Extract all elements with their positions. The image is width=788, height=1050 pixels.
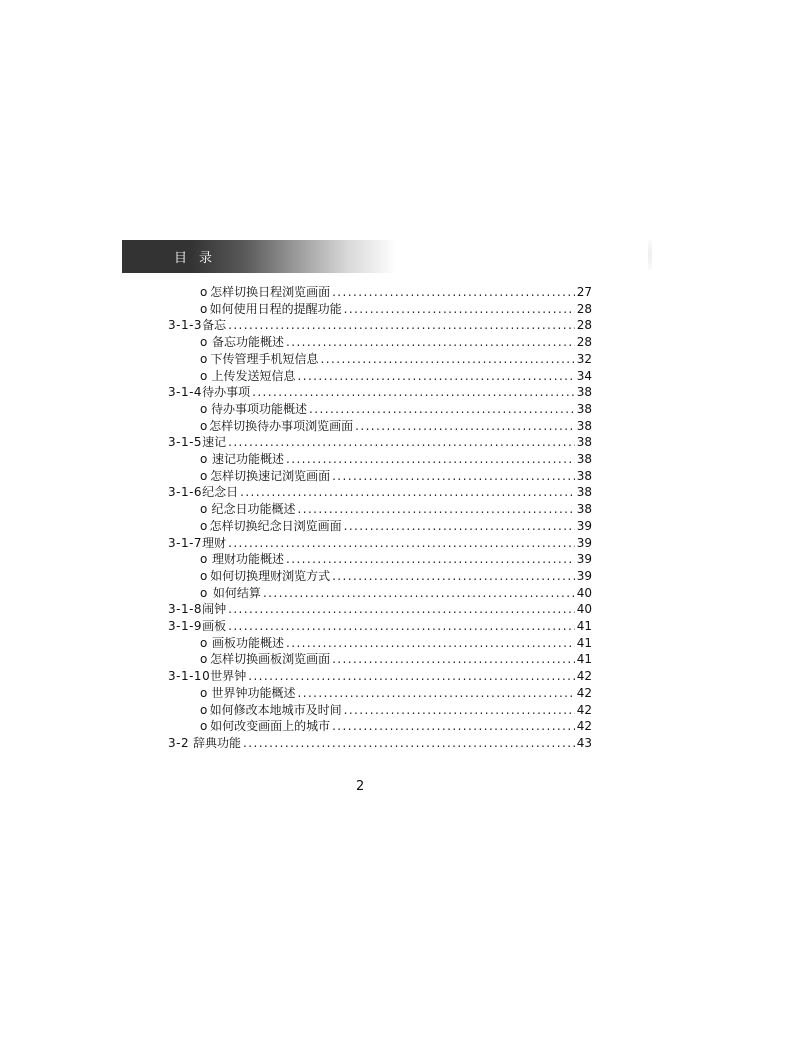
- toc-page-number: 42: [576, 669, 592, 684]
- toc-entry-label: 纪念日: [202, 485, 239, 500]
- toc-dot-leader: [228, 535, 575, 551]
- toc-entry-label: 如何使用日程的提醒功能: [209, 301, 342, 316]
- toc-dot-leader: [332, 468, 575, 484]
- toc-entry-label: 下传管理手机短信息: [210, 351, 319, 366]
- toc-page-number: 42: [576, 685, 592, 700]
- toc-entry-label: 怎样切换日程浏览画面: [210, 285, 331, 299]
- toc-subentry[interactable]: [200, 451, 592, 467]
- toc-dot-leader: [309, 401, 575, 417]
- toc-entry-label: 怎样切换速记浏览画面: [210, 468, 331, 483]
- toc-bullet: o: [200, 335, 208, 350]
- toc-section-entry[interactable]: [168, 668, 592, 684]
- toc-subentry[interactable]: [200, 334, 592, 350]
- toc-entry-label: 理财: [202, 535, 227, 550]
- toc-dot-leader: [228, 434, 575, 450]
- toc-page-number: 32: [576, 351, 592, 366]
- toc-entry-label: 画板功能概述: [211, 635, 284, 650]
- toc-entry-label: 备忘: [202, 318, 227, 333]
- toc-dot-leader: [228, 601, 575, 617]
- toc-bullet: o: [200, 652, 208, 667]
- toc-entry-label: 世界钟功能概述: [211, 685, 296, 700]
- toc-subentry[interactable]: [200, 551, 592, 567]
- toc-bullet: o: [200, 518, 208, 533]
- toc-entry-label: 怎样切换画板浏览画面: [210, 652, 331, 667]
- toc-dot-leader: [355, 418, 575, 434]
- toc-entry-label: 闹钟: [202, 602, 227, 617]
- toc-subentry[interactable]: [200, 635, 592, 651]
- toc-page-number: 40: [576, 585, 592, 600]
- toc-dot-leader: [248, 668, 575, 684]
- toc-section-number: 3-1-10: [168, 669, 211, 684]
- edge-mark: [648, 240, 652, 270]
- toc-dot-leader: [286, 551, 575, 567]
- toc-bullet: o: [200, 418, 208, 433]
- toc-page-number: 28: [576, 318, 592, 333]
- toc-section-number: 3-1-7: [168, 535, 203, 550]
- toc-page-number: 41: [576, 635, 592, 650]
- toc-page-number: 38: [576, 435, 592, 450]
- page-number: 2: [356, 779, 365, 794]
- toc-bullet: o: [200, 452, 208, 466]
- toc-section-number: 3-1-6: [168, 485, 203, 500]
- toc-dot-leader: [240, 484, 575, 500]
- toc-entry-label: 怎样切换纪念日浏览画面: [209, 518, 342, 533]
- toc-subentry[interactable]: [200, 501, 592, 517]
- toc-entry-label: 待办事项: [202, 385, 251, 400]
- toc-subentry[interactable]: [200, 351, 592, 367]
- toc-entry-label: 如何结算: [212, 585, 261, 600]
- toc-subentry[interactable]: [200, 284, 592, 300]
- toc-dot-leader: [228, 317, 575, 333]
- toc-entry-label: 如何改变画面上的城市: [210, 719, 331, 734]
- toc-dot-leader: [332, 651, 575, 667]
- toc-page-number: 38: [576, 502, 592, 517]
- toc-page-number: 28: [576, 335, 592, 350]
- toc-bullet: o: [200, 368, 208, 383]
- toc-subentry[interactable]: [200, 418, 592, 434]
- toc-entry-label: 纪念日功能概述: [211, 502, 296, 517]
- toc-entry-label: 上传发送短信息: [211, 368, 296, 383]
- toc-bullet: o: [200, 301, 208, 316]
- toc-subentry[interactable]: [200, 702, 592, 718]
- toc-bullet: o: [200, 719, 208, 734]
- toc-subentry[interactable]: [200, 368, 592, 384]
- toc-page-number: 38: [576, 468, 592, 483]
- toc-entry-label: 世界钟: [210, 669, 247, 684]
- toc-subentry[interactable]: [200, 585, 592, 601]
- toc-page-number: 38: [576, 452, 592, 466]
- toc-section-number: 3-1-9: [168, 619, 203, 633]
- toc-dot-leader: [263, 585, 575, 601]
- toc-page-number: 38: [576, 418, 592, 433]
- toc-entry-label: 速记功能概述: [211, 452, 284, 466]
- toc-header-title: 目录: [174, 251, 225, 266]
- toc-bullet: o: [200, 585, 208, 600]
- toc-dot-leader: [332, 284, 575, 300]
- toc-entry-label: 速记: [202, 435, 227, 450]
- toc-entry-label: 理财功能概述: [211, 552, 284, 567]
- toc-dot-leader: [252, 384, 575, 400]
- toc-dot-leader: [298, 685, 575, 701]
- toc-page-number: 41: [576, 652, 592, 667]
- toc-dot-leader: [344, 301, 575, 317]
- toc-section-entry[interactable]: [168, 484, 592, 500]
- toc-page-number: 38: [576, 385, 592, 400]
- toc-subentry[interactable]: [200, 568, 592, 584]
- toc-section-entry[interactable]: [168, 317, 592, 333]
- toc-subentry[interactable]: [200, 685, 592, 701]
- toc-dot-leader: [228, 618, 575, 634]
- toc-bullet: o: [200, 685, 208, 700]
- toc-section-entry[interactable]: [168, 535, 592, 551]
- toc-section-number: 3-1-3: [168, 318, 203, 333]
- toc-page-number: 38: [576, 401, 592, 416]
- toc-subentry[interactable]: [200, 651, 592, 667]
- toc-section-number: 3-2: [168, 735, 190, 750]
- toc-bullet: o: [200, 468, 208, 483]
- toc-entry-label: 如何切换理财浏览方式: [210, 568, 331, 583]
- toc-entry-label: 备忘功能概述: [211, 335, 284, 350]
- toc-bullet: o: [200, 635, 208, 650]
- toc-subentry[interactable]: [200, 401, 592, 417]
- toc-entry-label: 辞典功能: [193, 735, 242, 750]
- toc-dot-leader: [321, 351, 575, 367]
- toc-subentry[interactable]: [200, 718, 592, 734]
- toc-bullet: o: [200, 552, 208, 567]
- toc-dot-leader: [332, 568, 575, 584]
- toc-dot-leader: [332, 718, 575, 734]
- toc-page-number: 42: [576, 702, 592, 717]
- toc-dot-leader: [298, 368, 575, 384]
- toc-page-number: 43: [576, 735, 592, 750]
- toc-bullet: o: [200, 401, 208, 416]
- toc-section-entry[interactable]: [168, 618, 592, 634]
- toc-section-number: 3-1-5: [168, 435, 203, 450]
- toc-page-number: 34: [576, 368, 592, 383]
- toc-dot-leader: [344, 518, 575, 534]
- toc-page-number: 28: [576, 301, 592, 316]
- toc-page-number: 40: [576, 602, 592, 617]
- toc-header-bar: [122, 240, 397, 273]
- toc-dot-leader: [286, 451, 575, 467]
- toc-dot-leader: [286, 635, 575, 651]
- toc-subentry[interactable]: [200, 468, 592, 484]
- toc-section-entry[interactable]: [168, 434, 592, 450]
- toc-subentry[interactable]: [200, 518, 592, 534]
- toc-entry-label: 待办事项功能概述: [211, 401, 308, 416]
- toc-entry-label: 如何修改本地城市及时间: [209, 702, 342, 717]
- toc-page-number: 39: [576, 518, 592, 533]
- toc-dot-leader: [298, 501, 575, 517]
- toc-section-entry[interactable]: [168, 735, 592, 751]
- toc-entry-label: 画板: [202, 619, 227, 633]
- toc-bullet: o: [200, 285, 208, 299]
- toc-subentry[interactable]: [200, 301, 592, 317]
- toc-section-entry[interactable]: [168, 384, 592, 400]
- toc-bullet: o: [200, 351, 208, 366]
- toc-dot-leader: [243, 735, 575, 751]
- toc-bullet: o: [200, 702, 208, 717]
- toc-bullet: o: [200, 568, 208, 583]
- toc-page-number: 42: [576, 719, 592, 734]
- toc-entry-label: 怎样切换待办事项浏览画面: [209, 418, 354, 433]
- toc-page-number: 38: [576, 485, 592, 500]
- toc-dot-leader: [344, 702, 575, 718]
- toc-page-number: 39: [576, 535, 592, 550]
- toc-page-number: 41: [576, 619, 592, 633]
- toc-dot-leader: [286, 334, 575, 350]
- toc-section-number: 3-1-8: [168, 602, 203, 617]
- toc-bullet: o: [200, 502, 208, 517]
- toc-page-number: 39: [576, 552, 592, 567]
- toc-section-number: 3-1-4: [168, 385, 203, 400]
- toc-section-entry[interactable]: [168, 601, 592, 617]
- toc-page-number: 39: [576, 568, 592, 583]
- toc-page-number: 27: [576, 285, 592, 299]
